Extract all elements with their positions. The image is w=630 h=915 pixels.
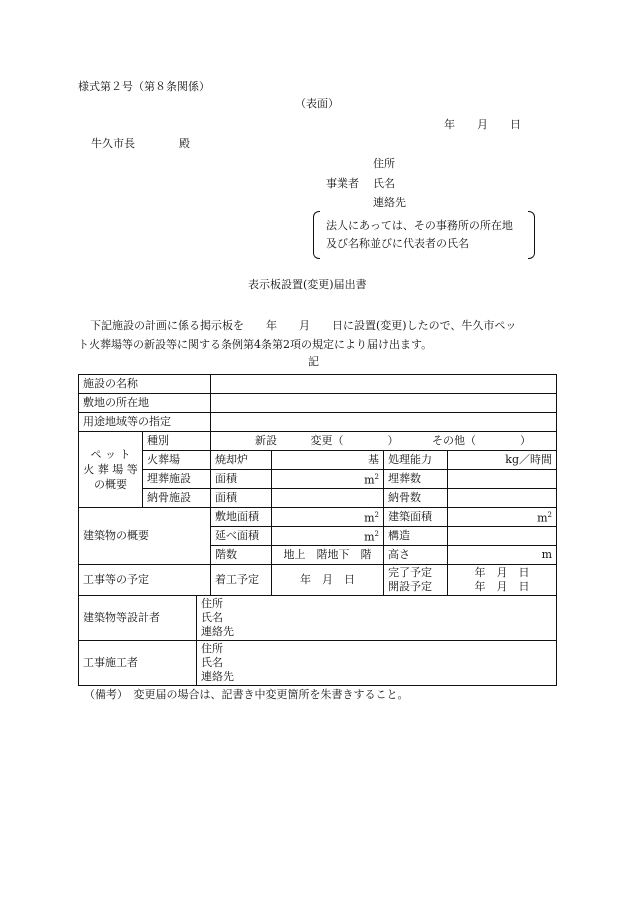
ossuary-count-label: 納骨数	[384, 489, 448, 508]
incinerator-label: 焼却炉	[211, 451, 272, 470]
burial-count-label: 埋葬数	[384, 470, 448, 489]
remark: （備考） 変更届の場合は、記書き中変更箇所を朱書きすること。	[84, 688, 409, 701]
floor-area-label: 延べ面積	[211, 527, 272, 546]
capacity-field[interactable]: kg／時間	[448, 451, 557, 470]
burial-area-label: 面積	[211, 470, 272, 489]
start-date-field[interactable]: 年 月 日	[272, 565, 384, 596]
contractor-label: 工事施工者	[79, 641, 197, 686]
contractor-field[interactable]: 住所 氏名 連絡先	[197, 641, 557, 686]
building-overview-label: 建築物の概要	[79, 508, 211, 565]
zoning-field[interactable]	[211, 413, 557, 432]
form-number: 様式第２号（第８条関係）	[78, 80, 210, 93]
facility-table	[78, 374, 557, 686]
floors-label: 階数	[211, 546, 272, 565]
site-location-field[interactable]	[211, 394, 557, 413]
table-row	[79, 394, 557, 413]
table-row	[79, 565, 557, 596]
facility-name-field[interactable]	[211, 375, 557, 394]
category-label: 種別	[143, 432, 211, 451]
site-area-field[interactable]: $m^2$	[272, 508, 384, 527]
ossuary-facility-label: 納骨施設	[143, 489, 211, 508]
category-options[interactable]	[211, 432, 557, 451]
date-line: 年 月 日	[444, 118, 521, 131]
category-change[interactable]: 変更（ ）	[310, 434, 399, 447]
table-row	[79, 641, 557, 686]
start-label: 着工予定	[211, 565, 272, 596]
addressee: 牛久市長 殿	[91, 137, 190, 150]
structure-label: 構造	[384, 527, 448, 546]
body-line-1: 下記施設の計画に係る掲示板を 年 月 日に設置(変更)したので、牛久市ペッ	[90, 319, 517, 332]
height-label: 高さ	[384, 546, 448, 565]
building-area-field[interactable]: $m^2$	[448, 508, 557, 527]
floor-area-field[interactable]: $m^2$	[272, 527, 384, 546]
floors-field[interactable]: 地上 階地下 階	[272, 546, 384, 565]
table-row	[79, 508, 557, 527]
table-row	[79, 489, 557, 508]
structure-field[interactable]	[448, 527, 557, 546]
schedule-label: 工事等の予定	[79, 565, 211, 596]
side-label: （表面）	[295, 97, 339, 110]
crematorium-label: 火葬場	[143, 451, 211, 470]
facility-name-label: 施設の名称	[79, 375, 211, 394]
table-row	[79, 470, 557, 489]
corporate-note-line2: 及び名称並びに代表者の氏名	[326, 237, 469, 250]
ossuary-area-field[interactable]	[272, 489, 384, 508]
completion-opening-label: 完了予定 開設予定	[384, 565, 448, 596]
corporate-note-line1: 法人にあっては、その事務所の所在地	[326, 219, 513, 232]
site-location-label: 敷地の所在地	[79, 394, 211, 413]
designer-label: 建築物等設計者	[79, 596, 197, 641]
applicant-address-label: 住所	[373, 157, 395, 170]
corporate-note-bracket	[313, 211, 535, 257]
document-title: 表示板設置(変更)届出書	[248, 278, 367, 291]
burial-count-field[interactable]	[448, 470, 557, 489]
category-new[interactable]: 新設	[255, 434, 278, 447]
designer-field[interactable]: 住所 氏名 連絡先	[197, 596, 557, 641]
completion-opening-date-field[interactable]: 年 月 日 年 月 日	[448, 565, 557, 596]
capacity-label: 処理能力	[384, 451, 448, 470]
table-row	[79, 451, 557, 470]
applicant-contact-label: 連絡先	[373, 196, 406, 209]
table-row	[79, 596, 557, 641]
burial-area-field[interactable]: $m^2$	[272, 470, 384, 489]
table-row	[79, 375, 557, 394]
pet-overview-label: ペ ッ ト 火 葬 場 等 の概要	[79, 432, 143, 508]
burial-facility-label: 埋葬施設	[143, 470, 211, 489]
zoning-label: 用途地域等の指定	[79, 413, 211, 432]
ki-label: 記	[308, 355, 319, 368]
table-row	[79, 432, 557, 451]
category-other[interactable]: その他（ ）	[432, 434, 532, 447]
incinerator-field[interactable]: 基	[272, 451, 384, 470]
height-field[interactable]: m	[448, 546, 557, 565]
body-line-2: ト火葬場等の新設等に関する条例第4条第2項の規定により届け出ます。	[78, 338, 433, 351]
applicant-role-label: 事業者	[326, 177, 359, 190]
building-area-label: 建築面積	[384, 508, 448, 527]
applicant-name-label: 氏名	[373, 177, 395, 190]
site-area-label: 敷地面積	[211, 508, 272, 527]
table-row	[79, 413, 557, 432]
ossuary-count-field[interactable]	[448, 489, 557, 508]
ossuary-area-label: 面積	[211, 489, 272, 508]
